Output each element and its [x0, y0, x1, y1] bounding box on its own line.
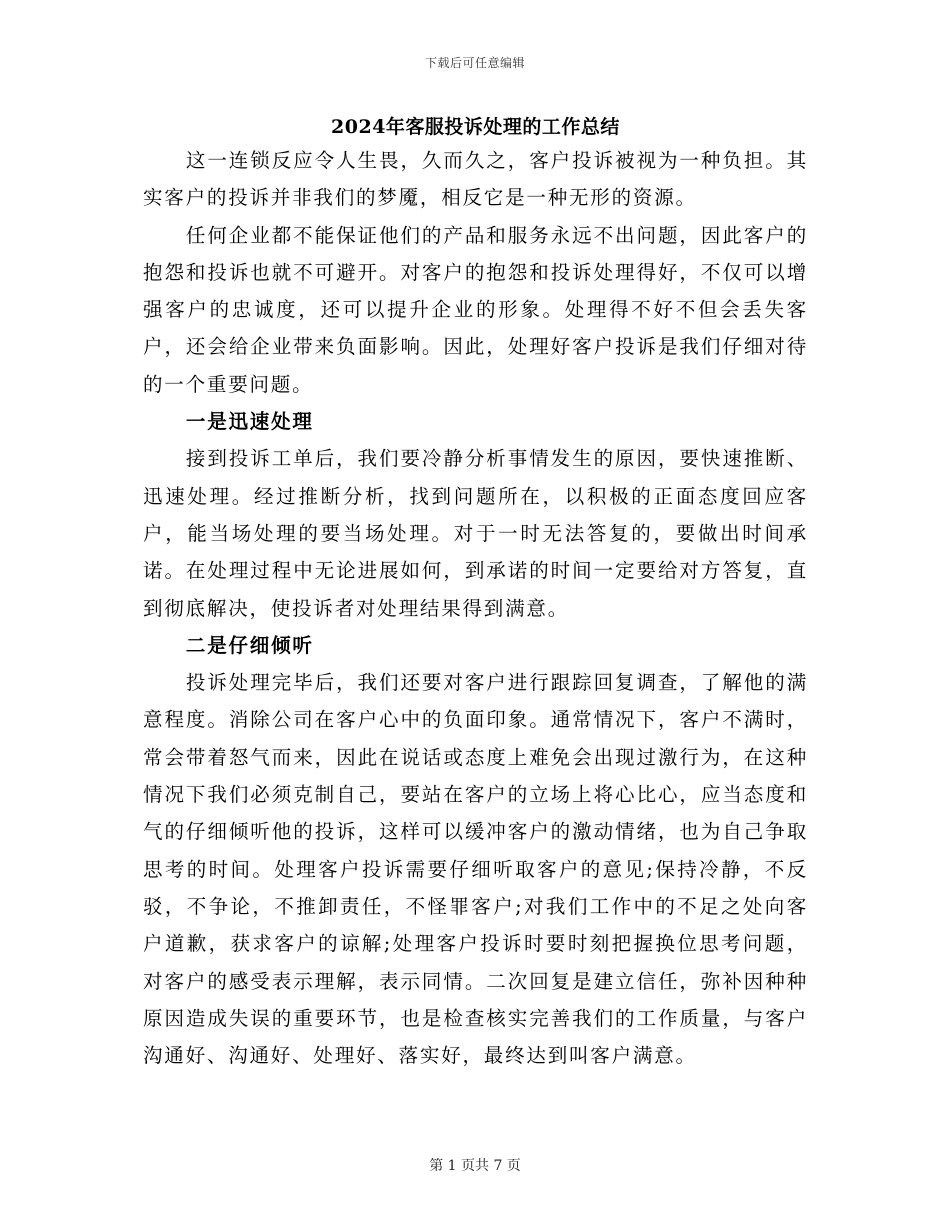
page-header-note: 下载后可任意编辑: [424, 56, 525, 70]
section-body-quick-handling: 接到投诉工单后，我们要冷静分析事情发生的原因，要快速推断、迅速处理。经过推断分析，找到问题所在，以积极的正面态度回应客户，能当场处理的要当场处理。对于一时无法答复的，要做出时间承诺。在处理过程中无论进展如何，到承诺的时间一定要给对方答复，直到彻底解决，使投诉者对处理结果得到满意。: [143, 447, 808, 620]
document-body: [143, 112, 808, 1074]
section-heading-quick-handling: 一是迅速处理: [185, 410, 314, 434]
section-heading-careful-listening: 二是仔细倾听: [185, 633, 314, 657]
paragraph-intro-2: 任何企业都不能保证他们的产品和服务永远不出问题，因此客户的抱怨和投诉也就不可避开。对客户的抱怨和投诉处理得好，不仅可以增强客户的忠诚度，还可以提升企业的形象。处理得不好不但会丢失客户，还会给企业带来负面影响。因此，处理好客户投诉是我们仔细对待的一个重要问题。: [143, 223, 808, 396]
paragraph-intro-1: 这一连锁反应令人生畏，久而久之，客户投诉被视为一种负担。其实客户的投诉并非我们的梦魇，相反它是一种无形的资源。: [143, 149, 808, 210]
page-number-footer: 第 1 页共 7 页: [429, 1158, 521, 1174]
section-body-careful-listening: 投诉处理完毕后，我们还要对客户进行跟踪回复调查，了解他的满意程度。消除公司在客户心中的负面印象。通常情况下，客户不满时，常会带着怒气而来，因此在说话或态度上难免会出现过激行为，在这种情况下我们必须克制自己，要站在客户的立场上将心比心，应当态度和气的仔细倾听他的投诉，这样可以缓冲客户的激动情绪，也为自己争取思考的时间。处理客户投诉需要仔细听取客户的意见;保持冷静，不反驳，不争论，不推卸责任，不怪罪客户;对我们工作中的不足之处向客户道歉，获求客户的谅解;处理客户投诉时要时刻把握换位思考问题，对客户的感受表示理解，表示同情。二次回复是建立信任，弥补因种种原因造成失误的重要环节，也是检查核实完善我们的工作质量，与客户沟通好、沟通好、处理好、落实好，最终达到叫客户满意。: [143, 671, 808, 1068]
document-title: 2024年客服投诉处理的工作总结: [331, 116, 620, 138]
